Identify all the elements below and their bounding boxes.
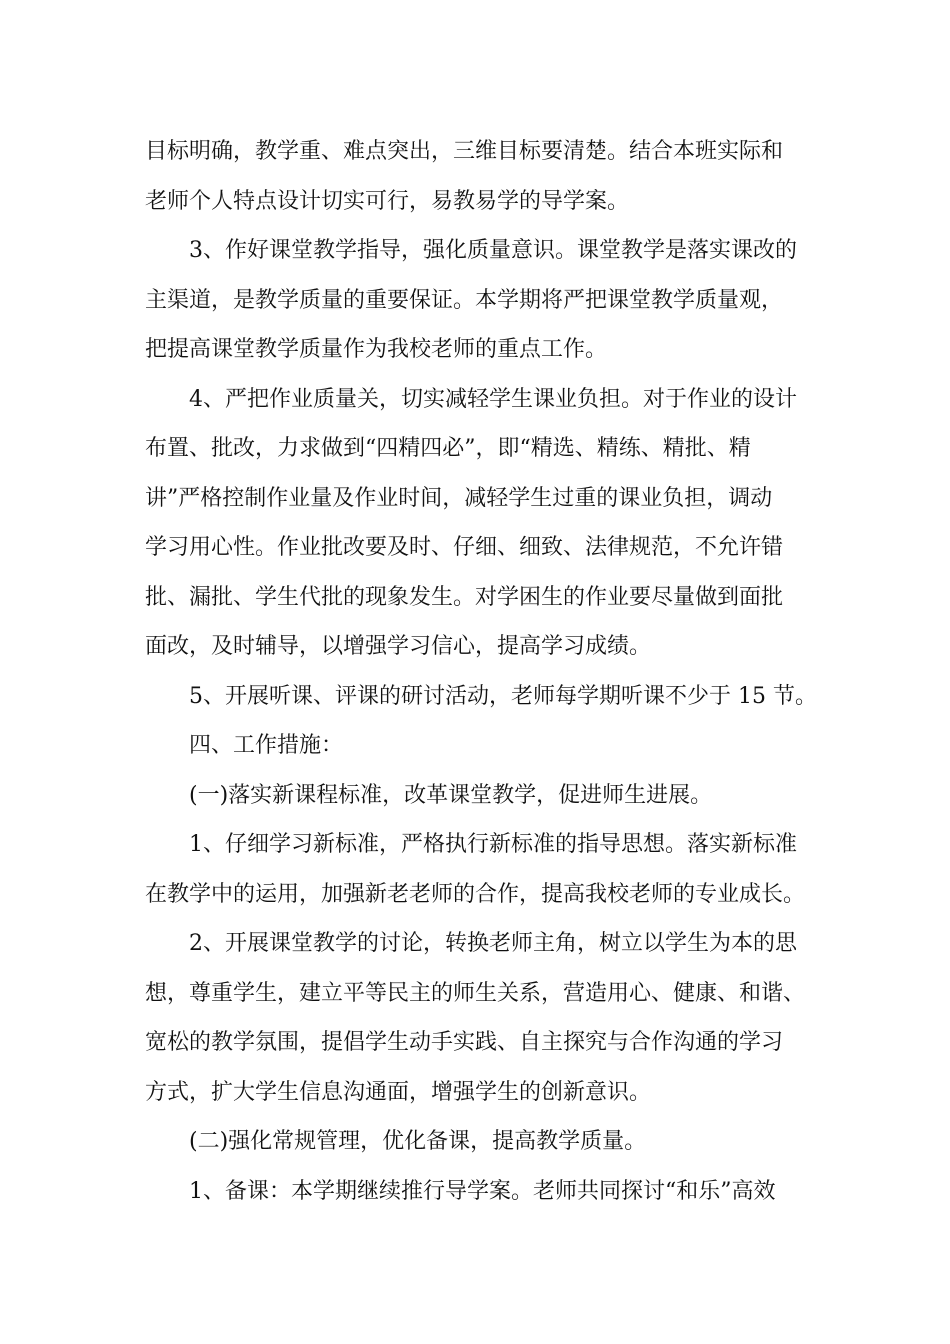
text-line: 想，尊重学生，建立平等民主的师生关系，营造用心、健康、和谐、 xyxy=(145,980,806,1006)
text-line: 4、严把作业质量关，切实减轻学生课业负担。对于作业的设计 xyxy=(189,386,797,412)
text-line: 把提高课堂教学质量作为我校老师的重点工作。 xyxy=(145,337,608,362)
text-line: 2、开展课堂教学的讨论，转换老师主角，树立以学生为本的思 xyxy=(189,931,797,956)
text-line: 学习用心性。作业批改要及时、仔细、细致、法律规范，不允许错 xyxy=(145,535,784,560)
text-line: 老师个人特点设计切实可行，易教易学的导学案。 xyxy=(145,188,630,214)
text-line: 在教学中的运用，加强新老老师的合作，提高我校老师的专业成长。 xyxy=(145,881,806,907)
text-line: 5、开展听课、评课的研讨活动，老师每学期听课不少于 15 节。 xyxy=(189,683,817,709)
subsection-heading: (一)落实新课程标准，改革课堂教学，促进师生进展。 xyxy=(189,782,713,808)
text-line: 1、备课：本学期继续推行导学案。老师共同探讨“和乐”高效 xyxy=(189,1178,776,1204)
section-heading: 四、工作措施： xyxy=(189,733,344,758)
text-line: 3、作好课堂教学指导，强化质量意识。课堂教学是落实课改的 xyxy=(189,238,797,263)
text-line: 布置、批改，力求做到“四精四必”，即“精选、精练、精批、精 xyxy=(145,436,751,461)
text-line: 面改，及时辅导，以增强学习信心，提高学习成绩。 xyxy=(145,634,652,659)
document-body xyxy=(145,127,817,1216)
text-line: 1、仔细学习新标准，严格执行新标准的指导思想。落实新标准 xyxy=(189,832,797,857)
text-line: 目标明确，教学重、难点突出，三维目标要清楚。结合本班实际和 xyxy=(145,139,784,164)
text-line: 批、漏批、学生代批的现象发生。对学困生的作业要尽量做到面批 xyxy=(145,584,784,610)
text-line: 讲”严格控制作业量及作业时间，减轻学生过重的课业负担，调动 xyxy=(145,485,773,511)
text-line: 方式，扩大学生信息沟通面，增强学生的创新意识。 xyxy=(145,1079,652,1105)
text-line: 宽松的教学氛围，提倡学生动手实践、自主探究与合作沟通的学习 xyxy=(145,1030,784,1055)
text-line: 主渠道，是教学质量的重要保证。本学期将严把课堂教学质量观， xyxy=(145,287,784,313)
subsection-heading: (二)强化常规管理，优化备课，提高教学质量。 xyxy=(189,1129,647,1154)
